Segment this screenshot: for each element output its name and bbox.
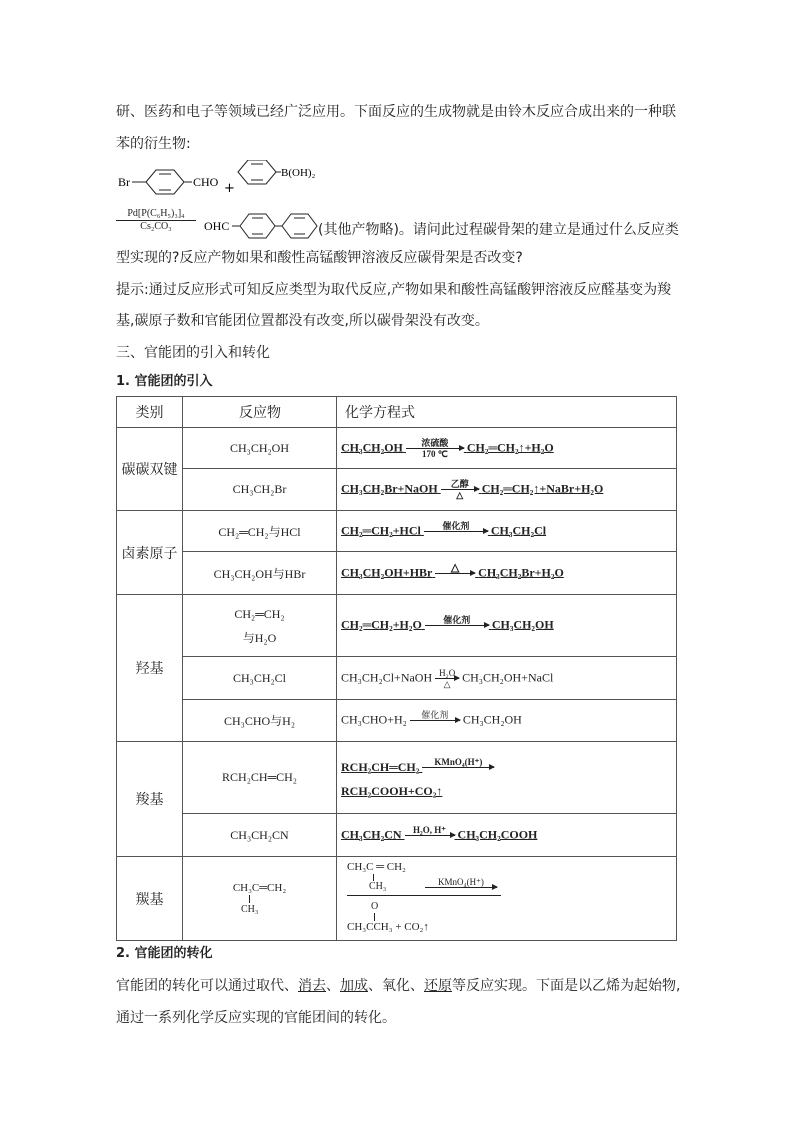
eq-left: CH₃CH₂CN bbox=[341, 826, 402, 841]
reactant-cell: CH₃CH₂Cl bbox=[183, 657, 337, 700]
base-label: Cs₂CO₃ bbox=[140, 221, 172, 232]
question-line-2: 型实现的?反应产物如果和酸性高锰酸钾溶液反应碳骨架是否改变? bbox=[116, 250, 523, 266]
reaction-arrow-icon: 催化剂 bbox=[424, 521, 488, 542]
eq-left: CH₃CH₂OH bbox=[341, 439, 403, 454]
bond-line bbox=[374, 913, 375, 921]
equation-cell bbox=[337, 552, 677, 595]
catalyst-label: Pd[P(C₆H₅)₃]₄ bbox=[127, 208, 185, 219]
eq-right: CH₃CH₂COOH bbox=[457, 826, 538, 841]
product-ohc-label: OHC bbox=[204, 219, 230, 233]
reaction-arrow-icon: KMnO₄(H⁺) bbox=[422, 757, 494, 778]
category-carboxyl: 羧基 bbox=[117, 742, 183, 857]
eq-left: CH₂═CH₂+HCl bbox=[341, 522, 421, 537]
reaction-arrow-icon: H₂O, H⁺ bbox=[405, 825, 455, 846]
reactant-line-1: CH₂═CH₂ bbox=[234, 606, 285, 621]
table-row bbox=[117, 428, 677, 469]
reaction-arrow-icon: KMnO₄(H⁺) bbox=[425, 877, 497, 898]
hint-line-1: 提示:通过反应形式可知反应类型为取代反应,产物如果和酸性高锰酸钾溶液反应醛基变为羧 bbox=[116, 282, 672, 298]
bond-line bbox=[249, 895, 250, 903]
reactant1-br-label: Br bbox=[118, 175, 130, 189]
reactant-cell: CH₃CH₂OH与HBr bbox=[183, 552, 337, 595]
hint-line-2: 基,碳原子数和官能团位置都没有改变,所以碳骨架没有改变。 bbox=[116, 313, 489, 329]
conv-text: 官能团的转化可以通过取代、 bbox=[116, 978, 298, 994]
table-row bbox=[117, 742, 677, 814]
eq-left: CH₃CHO+H₂ bbox=[341, 712, 407, 727]
equation-cell bbox=[337, 742, 677, 814]
reactant-cell: CH₃CH₂CN bbox=[183, 814, 337, 857]
eq-oxygen: O bbox=[371, 900, 379, 912]
subsection-1-title: 1. 官能团的引入 bbox=[116, 374, 213, 389]
scheme-tail-text: (其他产物略)。请问此过程碳骨架的建立是通过什么反应类 bbox=[318, 222, 679, 238]
conv-sep: 、氧化、 bbox=[368, 978, 424, 994]
table-row bbox=[117, 814, 677, 857]
underline-bar bbox=[347, 895, 501, 896]
reactant2-group-label: B(OH)₂ bbox=[281, 167, 316, 179]
conversion-line-2: 通过一系列化学反应实现的官能团间的转化。 bbox=[116, 1010, 396, 1026]
equation-cell bbox=[337, 857, 677, 941]
reactant-cell: CH₃CH₂OH bbox=[183, 428, 337, 469]
reaction-arrow bbox=[116, 220, 196, 221]
plus-sign: + bbox=[224, 181, 235, 196]
reactant-cell: CH₃CHO与H₂ bbox=[183, 700, 337, 742]
eq-product-line: CH₃CCH₃ + CO₂↑ bbox=[347, 920, 429, 933]
equation-cell bbox=[337, 511, 677, 552]
header-category: 类别 bbox=[117, 397, 183, 428]
equation-cell bbox=[337, 814, 677, 857]
intro-line-2: 苯的衍生物: bbox=[116, 136, 191, 152]
eq-right: CH₂═CH₂↑+NaBr+H₂O bbox=[481, 481, 604, 496]
conv-text: 等反应实现。下面是以乙烯为起始物, bbox=[452, 978, 681, 994]
eq-right: RCH₂COOH+CO₂↑ bbox=[341, 783, 443, 798]
eq-reactant-sub: CH₃ bbox=[369, 880, 387, 892]
equation-cell bbox=[337, 700, 677, 742]
header-equation: 化学方程式 bbox=[337, 397, 677, 428]
reaction-scheme bbox=[116, 160, 679, 250]
subsection-2-title: 2. 官能团的转化 bbox=[116, 946, 213, 961]
reaction-arrow-icon: 催化剂 bbox=[410, 710, 460, 731]
reactant-cell: CH₃CH₂Br bbox=[183, 469, 337, 511]
equation-cell bbox=[337, 469, 677, 511]
bond-line bbox=[373, 874, 374, 881]
reactant-cell: CH₂═CH₂与HCl bbox=[183, 511, 337, 552]
reactant-line-2: 与H₂O bbox=[242, 630, 277, 645]
category-carbonyl: 羰基 bbox=[117, 857, 183, 941]
keyword-addition: 加成 bbox=[340, 978, 368, 994]
keyword-elimination: 消去 bbox=[298, 978, 326, 994]
table-row bbox=[117, 552, 677, 595]
reactant-cell bbox=[183, 595, 337, 657]
eq-left: CH₃CH₂Cl+NaOH bbox=[341, 669, 433, 684]
reactant1-cho-label: CHO bbox=[193, 175, 219, 189]
eq-right: CH₂═CH₂↑+H₂O bbox=[466, 439, 554, 454]
conv-sep: 、 bbox=[326, 978, 340, 994]
reaction-arrow-icon: 催化剂 bbox=[425, 615, 489, 636]
table-row bbox=[117, 700, 677, 742]
header-reactant: 反应物 bbox=[183, 397, 337, 428]
section-3-title: 三、官能团的引入和转化 bbox=[116, 345, 270, 361]
eq-right: CH₃CH₂Br+H₂O bbox=[478, 564, 564, 579]
eq-right: CH₃CH₂OH+NaCl bbox=[462, 669, 554, 684]
eq-left: RCH₂CH═CH₂ bbox=[341, 759, 420, 774]
reaction-arrow-icon: H₂O △ bbox=[435, 668, 459, 689]
table-row bbox=[117, 511, 677, 552]
table-row bbox=[117, 857, 677, 941]
conversion-line-1 bbox=[116, 976, 680, 996]
eq-right: CH₃CH₂Cl bbox=[490, 522, 547, 537]
table-row bbox=[117, 469, 677, 511]
table-row bbox=[117, 657, 677, 700]
functional-group-table bbox=[116, 396, 677, 941]
eq-left: CH₂═CH₂+H₂O bbox=[341, 617, 422, 632]
reactant-cell bbox=[183, 857, 337, 941]
equation-cell bbox=[337, 657, 677, 700]
reaction-arrow-icon: 乙醇 △ bbox=[441, 479, 479, 500]
reactant-cell: RCH₂CH═CH₂ bbox=[183, 742, 337, 814]
eq-right: CH₃CH₂OH bbox=[491, 617, 554, 632]
equation-cell bbox=[337, 428, 677, 469]
eq-reactant-line: CH₃C ═ CH₂ bbox=[347, 860, 406, 873]
eq-left: CH₃CH₂Br+NaOH bbox=[341, 481, 438, 496]
table-header-row bbox=[117, 397, 677, 428]
keyword-reduction: 还原 bbox=[424, 978, 452, 994]
equation-cell bbox=[337, 595, 677, 657]
category-alkene: 碳碳双键 bbox=[117, 428, 183, 511]
reactant-line-2: CH₃ bbox=[241, 904, 259, 915]
product-structure bbox=[204, 200, 324, 250]
table-row bbox=[117, 595, 677, 657]
category-halogen: 卤素原子 bbox=[117, 511, 183, 595]
reactant-line-1: CH₃C═CH₂ bbox=[232, 882, 287, 894]
intro-line-1: 研、医药和电子等领域已经广泛应用。下面反应的生成物就是由铃木反应合成出来的一种联 bbox=[116, 104, 676, 120]
reaction-arrow-icon: △ bbox=[435, 563, 475, 584]
category-hydroxyl: 羟基 bbox=[117, 595, 183, 742]
reaction-arrow-icon: 浓硫酸 170 ℃ bbox=[406, 438, 464, 459]
eq-left: CH₃CH₂OH+HBr bbox=[341, 564, 433, 579]
reaction-conditions bbox=[116, 208, 196, 233]
eq-right: CH₃CH₂OH bbox=[462, 712, 522, 727]
